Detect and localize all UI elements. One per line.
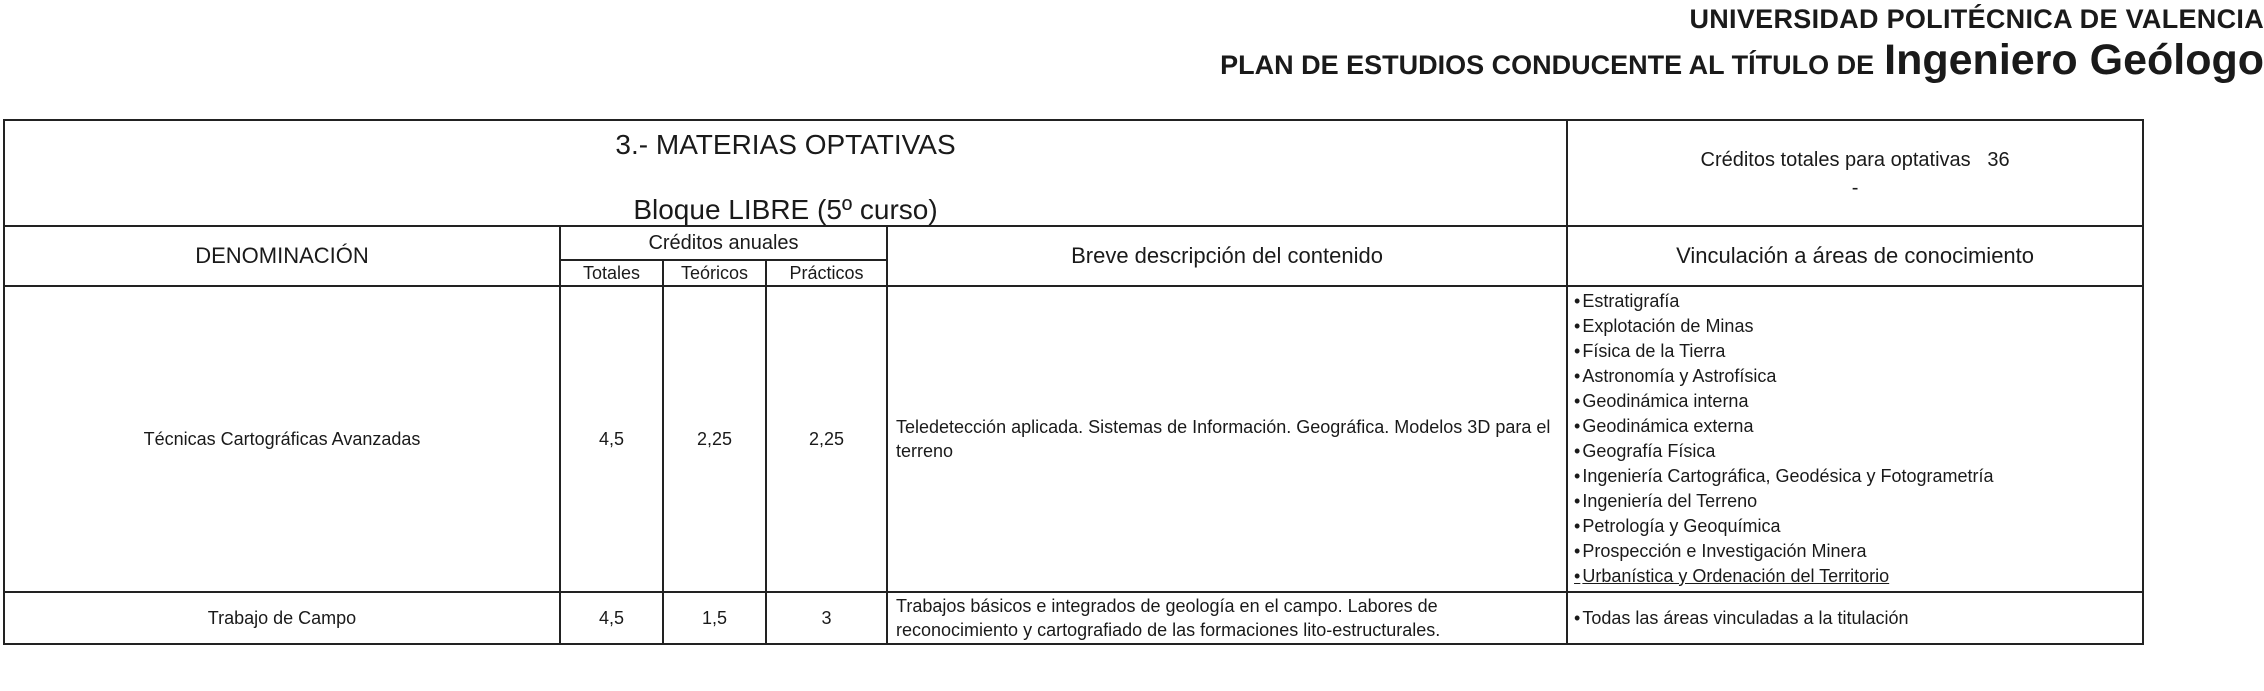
total-credits-dash: - [1851,177,1859,199]
area-item: • Ingeniería Cartográfica, Geodésica y Fotogrametría [1574,464,2136,489]
optional-subjects-table [3,119,2144,645]
section-title-cell [4,120,1567,226]
total-credits-cell [1567,120,2143,226]
plan-title [1220,36,2264,85]
col-creditos-anuales: Créditos anuales [560,226,887,260]
degree-name: Ingeniero Geólogo [1884,36,2264,84]
credits-theory: 2,25 [663,286,766,592]
area-item: • Prospección e Investigación Minera [1574,539,2136,564]
table-row [4,592,2143,644]
area-item: • Estratigrafía [1574,289,2136,314]
area-item: • Geografía Física [1574,439,2136,464]
credits-practice: 3 [766,592,887,644]
area-item: • Física de la Tierra [1574,339,2136,364]
subject-name: Trabajo de Campo [4,592,560,644]
col-denominacion: DENOMINACIÓN [4,226,560,286]
credits-total: 4,5 [560,592,663,644]
col-practicos: Prácticos [766,260,887,286]
knowledge-areas [1567,286,2143,592]
col-teoricos: Teóricos [663,260,766,286]
area-item: • Geodinámica interna [1574,389,2136,414]
col-vinculacion: Vinculación a áreas de conocimiento [1567,226,2143,286]
knowledge-areas: • Todas las áreas vinculadas a la titulación [1567,592,2143,644]
total-credits-label: Créditos totales para optativas [1700,149,1971,171]
subject-description: Trabajos básicos e integrados de geología en el campo. Labores de reconocimiento y cartografiado de las formaciones lito-estructurales. [887,592,1567,644]
area-item: • Astronomía y Astrofísica [1574,364,2136,389]
area-item: • Petrología y Geoquímica [1574,514,2136,539]
table-row [4,286,2143,592]
area-item: • Urbanística y Ordenación del Territorio [1574,564,2136,589]
total-credits-value: 36 [1987,149,2010,171]
subject-name: Técnicas Cartográficas Avanzadas [4,286,560,592]
col-totales: Totales [560,260,663,286]
credits-theory: 1,5 [663,592,766,644]
subject-description: Teledetección aplicada. Sistemas de Información. Geográfica. Modelos 3D para el terreno [887,286,1567,592]
block-title: Bloque LIBRE (5º curso) [633,194,938,225]
area-item: • Geodinámica externa [1574,414,2136,439]
area-item: • Explotación de Minas [1574,314,2136,339]
credits-total: 4,5 [560,286,663,592]
section-title: 3.- MATERIAS OPTATIVAS [615,129,956,160]
area-item: • Ingeniería del Terreno [1574,489,2136,514]
plan-prefix: PLAN DE ESTUDIOS CONDUCENTE AL TÍTULO DE [1220,50,1875,80]
credits-practice: 2,25 [766,286,887,592]
col-descripcion: Breve descripción del contenido [887,226,1567,286]
university-name: UNIVERSIDAD POLITÉCNICA DE VALENCIA [1689,4,2264,34]
